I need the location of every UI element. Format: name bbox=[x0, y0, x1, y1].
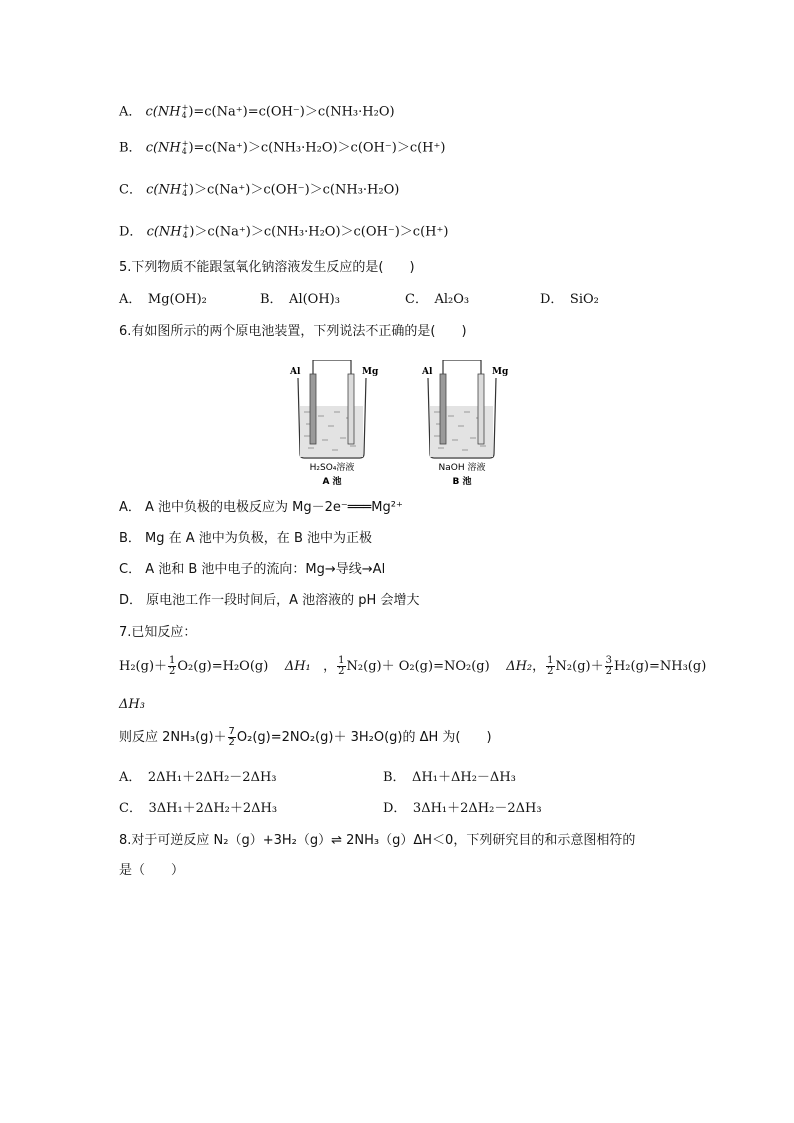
q7-option-a: A． 2ΔH₁＋2ΔH₂－2ΔH₃ bbox=[119, 770, 277, 785]
q5-option-a: A． Mg(OH)₂ bbox=[119, 292, 207, 307]
q6-stem: 6.有如图所示的两个原电池装置，下列说法不正确的是( ) bbox=[119, 324, 467, 339]
cell-a bbox=[289, 360, 379, 487]
ammonium-ion: c(NH + 4 bbox=[145, 103, 189, 120]
fraction-three-halves: $\frac{3}{2}$ bbox=[605, 655, 612, 677]
q6-option-c: C． A 池和 B 池中电子的流向：Mg→导线→Al bbox=[119, 562, 386, 577]
q8-stem-line2: 是（ ） bbox=[119, 863, 185, 878]
electrode-al-a: Al bbox=[290, 367, 301, 377]
ammonium-ion: c(NH + 4 bbox=[145, 139, 189, 156]
q8-stem-line1: 8.对于可逆反应 N₂（g）+3H₂（g）⇌ 2NH₃（g）ΔH＜0，下列研究目的和示意图相符的 bbox=[119, 833, 636, 848]
electrode-mg-b: Mg bbox=[492, 367, 508, 377]
fraction-half: $\frac{1}{2}$ bbox=[338, 655, 345, 677]
q4-option-d: D． c(NH + 4 )＞c(Na⁺)＞c(NH₃·H₂O)＞c(OH⁻)＞c(H⁺) bbox=[119, 223, 449, 240]
ammonium-ion: c(NH + 4 bbox=[146, 223, 190, 240]
q4-option-a: A． c(NH + 4 )=c(Na⁺)=c(OH⁻)＞c(NH₃·H₂O) bbox=[119, 103, 395, 120]
q7-option-c: C． 3ΔH₁＋2ΔH₂＋2ΔH₃ bbox=[119, 801, 278, 816]
q6-option-b: B． Mg 在 A 池中为负极，在 B 池中为正极 bbox=[119, 531, 372, 546]
q7-reactions-line: H₂(g)＋ $\frac{1}{2}$ O₂(g)=H₂O(g) ΔH₁ ， $\frac{1}{2}$ N₂(g)＋ O₂(g)=NO₂(g) ΔH₂， $\frac{1}{2}$ N₂(g)＋ $\frac{3}{2}$ H₂(g)=NH₃(g) bbox=[119, 655, 707, 677]
q7-option-b: B． ΔH₁＋ΔH₂－ΔH₃ bbox=[383, 770, 516, 785]
q5-stem: 5.下列物质不能跟氢氧化钠溶液发生反应的是( ) bbox=[119, 260, 415, 275]
q4-option-c: C． c(NH + 4 )＞c(Na⁺)＞c(OH⁻)＞c(NH₃·H₂O) bbox=[119, 181, 400, 198]
q4-option-b: B． c(NH + 4 )=c(Na⁺)＞c(NH₃·H₂O)＞c(OH⁻)＞c(H⁺) bbox=[119, 139, 446, 156]
electrode-mg-a: Mg bbox=[362, 367, 379, 377]
cell-label-b: B 池 bbox=[452, 477, 472, 487]
cell-label-a: A 池 bbox=[322, 477, 342, 487]
q6-option-d: D． 原电池工作一段时间后，A 池溶液的 pH 会增大 bbox=[119, 593, 420, 608]
q7-option-d: D． 3ΔH₁＋2ΔH₂－2ΔH₃ bbox=[383, 801, 542, 816]
fraction-seven-halves: $\frac{7}{2}$ bbox=[228, 726, 235, 748]
fraction-half: $\frac{1}{2}$ bbox=[547, 655, 554, 677]
fraction-half: $\frac{1}{2}$ bbox=[169, 655, 176, 677]
q7-stem: 7.已知反应： bbox=[119, 625, 197, 640]
solution-label-a: H₂SO₄溶液 bbox=[309, 463, 355, 473]
cell-b bbox=[421, 360, 508, 487]
q6-option-a: A． A 池中负极的电极反应为 Mg－2e⁻═══Mg²⁺ bbox=[119, 500, 403, 515]
q7-dh3: ΔH₃ bbox=[119, 697, 145, 712]
galvanic-cells-figure bbox=[288, 360, 508, 490]
solution-label-b: NaOH 溶液 bbox=[438, 463, 486, 473]
q5-option-d: D． SiO₂ bbox=[540, 292, 599, 307]
q5-option-c: C． Al₂O₃ bbox=[405, 292, 470, 307]
q7-question: 则反应 2NH₃(g)＋ $\frac{7}{2}$ O₂(g)=2NO₂(g)＋ 3H₂O(g)的 ΔH 为( ) bbox=[119, 726, 492, 748]
electrode-al-b: Al bbox=[422, 367, 433, 377]
q5-option-b: B． Al(OH)₃ bbox=[260, 292, 340, 307]
ammonium-ion: c(NH + 4 bbox=[146, 181, 189, 198]
